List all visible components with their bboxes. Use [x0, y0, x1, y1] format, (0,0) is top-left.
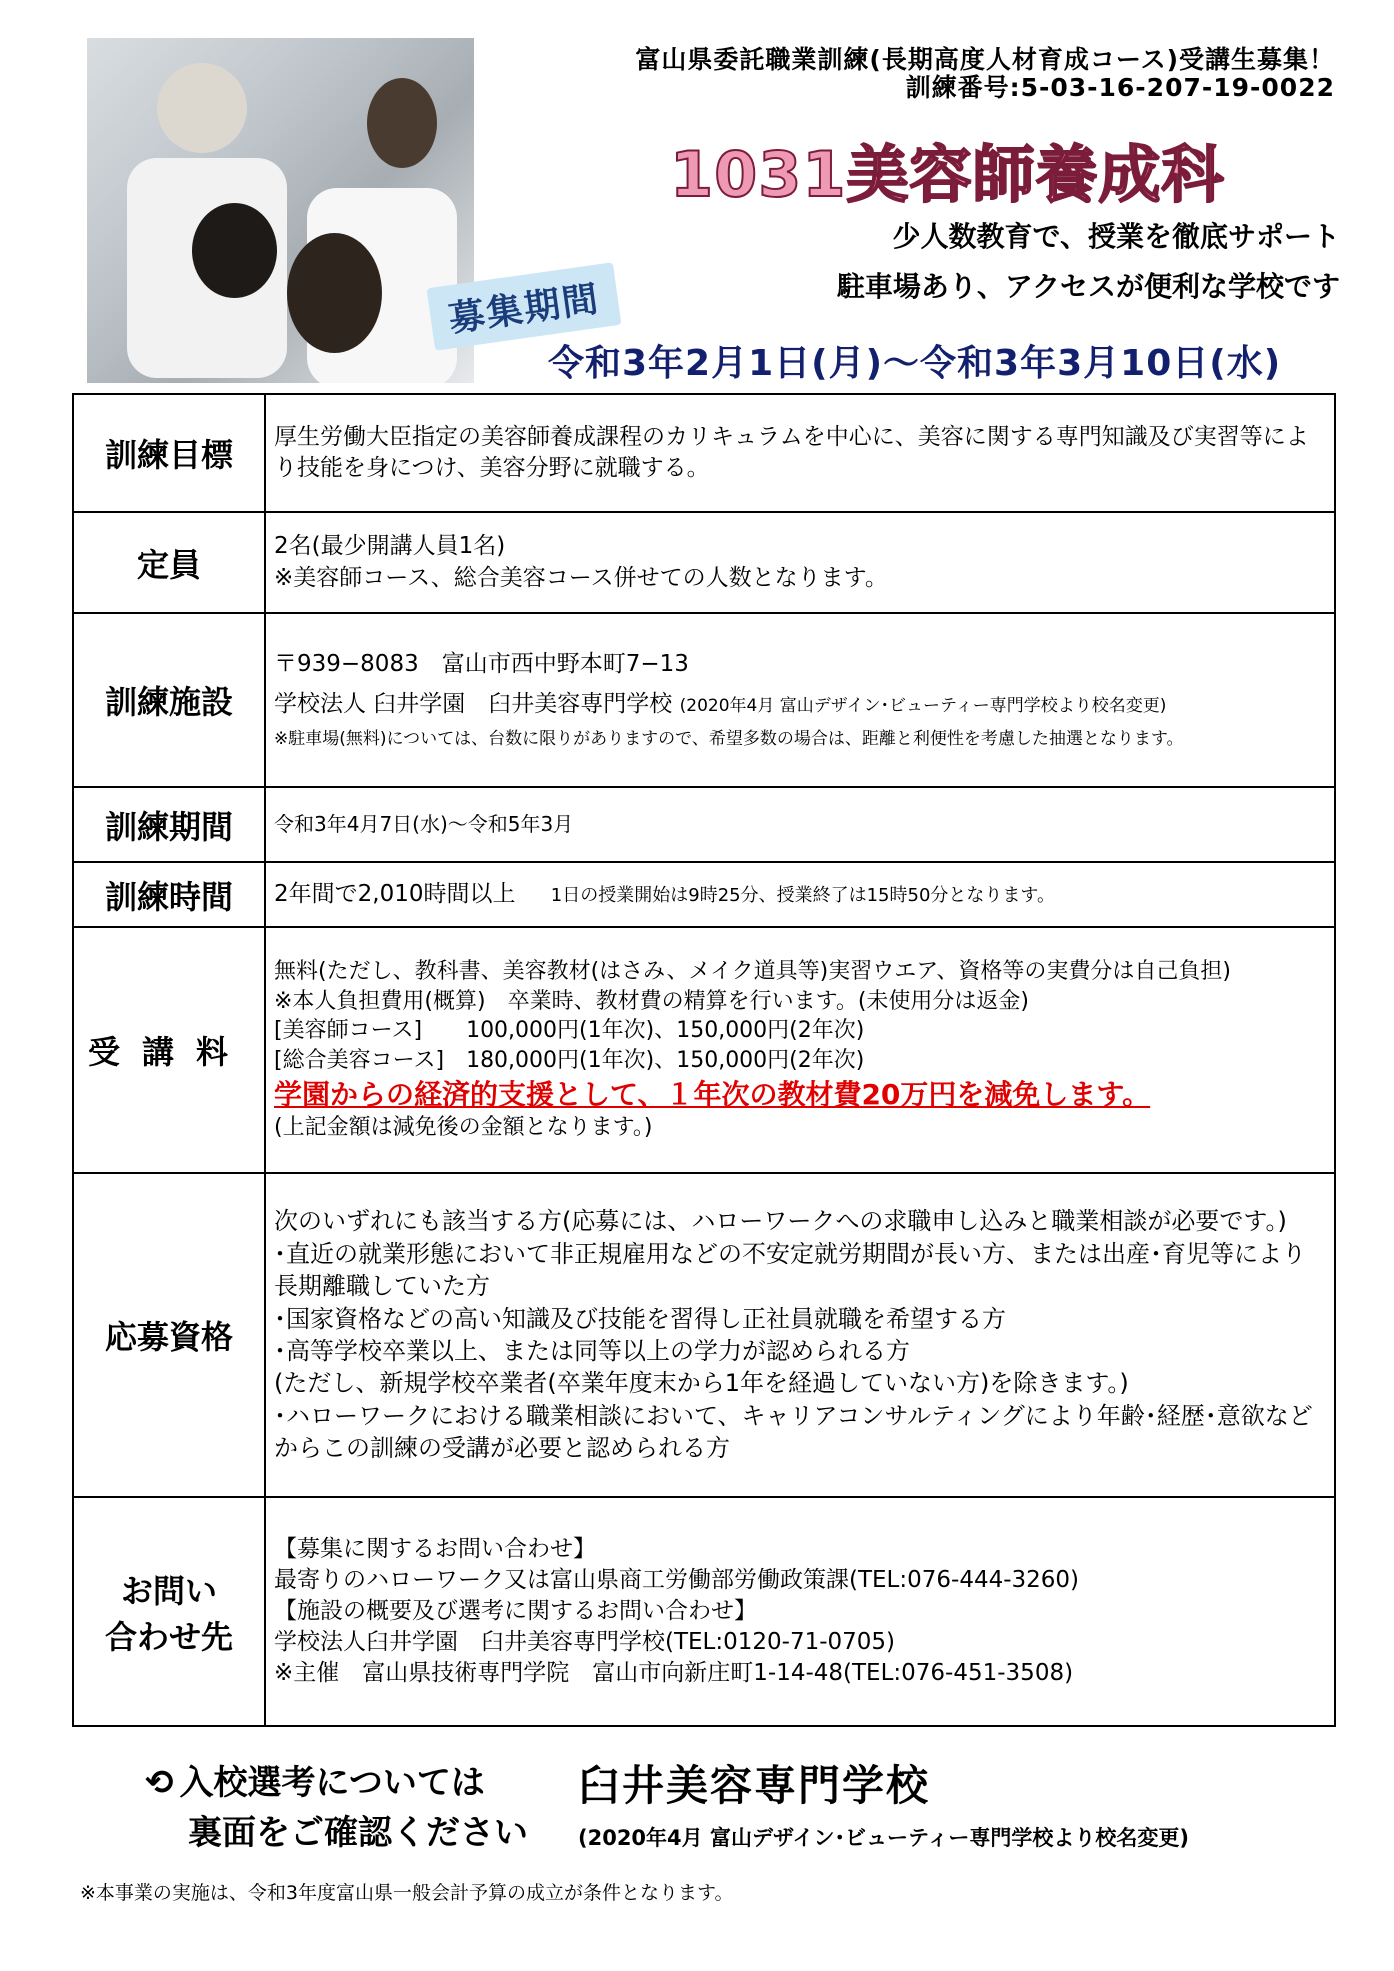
- recruitment-period-badge: 募集期間: [427, 262, 622, 351]
- selection-note-line2: 裏面をご確認ください: [188, 1813, 528, 1853]
- capacity-line1: 2名(最少開講人員1名): [274, 533, 506, 560]
- contact-line5: ※主催 富山県技術専門学院 富山市向新庄町1-14-48(TEL:076-451-3508): [274, 1660, 1074, 1687]
- course-title: 1031美容師養成科: [670, 138, 1225, 211]
- selection-note-text1: 入校選考については: [179, 1763, 485, 1803]
- capacity-line2: ※美容師コース、総合美容コース併せての人数となります。: [274, 564, 888, 591]
- qual-line1: 次のいずれにも該当する方(応募には、ハローワークへの求職申し込みと職業相談が必要です。): [274, 1207, 1287, 1236]
- row-contact: [73, 1497, 1335, 1726]
- row-capacity: [73, 512, 1335, 613]
- goal-label: 訓練目標: [73, 394, 265, 512]
- fee-line4: [総合美容コース] 180,000円(1年次)、150,000円(2年次): [274, 1047, 865, 1073]
- hours-text: 2年間で2,010時間以上: [274, 880, 516, 907]
- contact-cell: [265, 1497, 1335, 1726]
- fee-line2: ※本人負担費用(概算) 卒業時、教材費の精算を行います。(未使用分は返金): [274, 988, 1030, 1014]
- fee-reduction-notice: 学園からの経済的支援として、１年次の教材費20万円を減免します。: [274, 1077, 1151, 1111]
- facility-cell: [265, 613, 1335, 787]
- capacity-label: 定員: [73, 512, 265, 613]
- period-label: 訓練期間: [73, 787, 265, 862]
- hero-photo: [87, 38, 474, 383]
- contact-line3: 【施設の概要及び選考に関するお問い合わせ】: [274, 1597, 757, 1624]
- row-facility: [73, 613, 1335, 787]
- hours-cell: [265, 862, 1335, 927]
- fee-line5: (上記金額は減免後の金額となります。): [274, 1115, 653, 1141]
- subtitle-access: 駐車場あり、アクセスが便利な学校です: [836, 270, 1340, 303]
- qual-line4: ･高等学校卒業以上、または同等以上の学力が認められる方: [274, 1337, 910, 1365]
- contact-line2: 最寄りのハローワーク又は富山県商工労働部労働政策課(TEL:076-444-3260): [274, 1566, 1080, 1593]
- period-text: 令和3年4月7日(水)〜令和5年3月: [265, 787, 1335, 862]
- qual-line2: ･直近の就業形態において非正規雇用などの不安定就労期間が長い方、または出産･育児等により長期離職していた方: [274, 1239, 1306, 1301]
- fee-label: 受講料: [73, 927, 265, 1173]
- budget-note: ※本事業の実施は、令和3年度富山県一般会計予算の成立が条件となります。: [80, 1882, 734, 1904]
- subtitle-small-class: 少人数教育で、授業を徹底サポート: [892, 220, 1340, 253]
- facility-label: 訓練施設: [73, 613, 265, 787]
- qual-line5: (ただし、新規学校卒業者(卒業年度末から1年を経過していない方)を除きます。): [274, 1369, 1129, 1398]
- qualification-cell: [265, 1173, 1335, 1497]
- hours-label: 訓練時間: [73, 862, 265, 927]
- capacity-cell: [265, 512, 1335, 613]
- selection-note-line1: [145, 1755, 485, 1804]
- fee-cell: [265, 927, 1335, 1173]
- contact-label-line1: お問い: [120, 1571, 217, 1610]
- facility-school-line: [274, 689, 1326, 720]
- contact-line1: 【募集に関するお問い合わせ】: [274, 1535, 596, 1562]
- recruitment-period: 令和3年2月1日(月)〜令和3年3月10日(水): [548, 343, 1282, 384]
- hours-note: 1日の授業開始は9時25分、授業終了は15時50分となります。: [550, 884, 1055, 906]
- recruitment-heading: 富山県委託職業訓練(長期高度人材育成コース)受講生募集！: [635, 45, 1335, 74]
- contact-label-line2: 合わせ先: [104, 1617, 233, 1656]
- school-name: 臼井美容専門学校: [578, 1761, 931, 1810]
- facility-school-note: (2020年4月 富山デザイン･ビューティー専門学校より校名変更): [679, 695, 1167, 716]
- contact-line4: 学校法人臼井学園 臼井美容専門学校(TEL:0120-71-0705): [274, 1629, 896, 1656]
- refresh-arrows-icon: ⟲: [145, 1763, 174, 1803]
- course-info-table: [72, 393, 1336, 1727]
- qual-line6: ･ハローワークにおける職業相談において、キャリアコンサルティングにより年齢･経歴･意欲などからこの訓練の受講が必要と認められる方: [274, 1401, 1313, 1463]
- qual-line3: ･国家資格などの高い知識及び技能を習得し正社員就職を希望する方: [274, 1304, 1006, 1333]
- facility-parking: ※駐車場(無料)については、台数に限りがありますので、希望多数の場合は、距離と利便性を考慮した抽選となります。: [274, 728, 1184, 749]
- school-name-change-note: (2020年4月 富山デザイン･ビューティー専門学校より校名変更): [578, 1826, 1189, 1850]
- facility-school: 学校法人 臼井学園 臼井美容専門学校: [274, 690, 673, 717]
- training-number: 訓練番号:5-03-16-207-19-0022: [905, 73, 1335, 102]
- contact-label: [73, 1497, 265, 1726]
- fee-line1: 無料(ただし、教科書、美容教材(はさみ、メイク道具等)実習ウエア、資格等の実費分は自己負担): [274, 958, 1232, 984]
- row-goal: [73, 394, 1335, 512]
- row-fee: [73, 927, 1335, 1173]
- goal-text: 厚生労働大臣指定の美容師養成課程のカリキュラムを中心に、美容に関する専門知識及び実習等により技能を身につけ、美容分野に就職する。: [265, 394, 1335, 512]
- qualification-label: 応募資格: [73, 1173, 265, 1497]
- row-qualification: [73, 1173, 1335, 1497]
- row-hours: [73, 862, 1335, 927]
- facility-address: 〒939−8083 富山市西中野本町7−13: [274, 651, 689, 678]
- row-period: [73, 787, 1335, 862]
- fee-line3: [美容師コース] 100,000円(1年次)、150,000円(2年次): [274, 1018, 865, 1044]
